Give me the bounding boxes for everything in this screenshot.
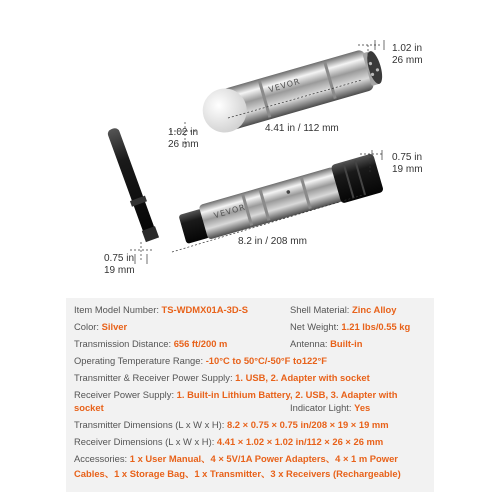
transmitter-antenna (105, 126, 160, 242)
transmitter-length-text: 8.2 in / 208 mm (238, 236, 307, 247)
spec-distance-value: 656 ft/200 m (173, 338, 228, 349)
transmitter-length-label (238, 236, 307, 248)
spec-panel (66, 298, 434, 492)
spec-rx-power-label: Receiver Power Supply: (74, 389, 175, 400)
receiver-height-in: 1.02 in (168, 127, 199, 138)
spec-txrx-power-value: 1. USB, 2. Adapter with socket (235, 372, 370, 383)
spec-color (74, 321, 127, 333)
receiver-length-label (265, 123, 339, 135)
spec-accessories (74, 453, 398, 465)
transmitter-body (198, 167, 342, 240)
spec-antenna (290, 338, 362, 350)
spec-rx-power (74, 389, 398, 401)
spec-rx-power-cont (74, 402, 104, 414)
spec-tx-dimensions (74, 419, 389, 431)
receiver-logo: VEVOR (267, 76, 302, 95)
spec-distance-label: Transmission Distance: (74, 338, 172, 349)
spec-tx-dimensions-label: Transmitter Dimensions (L x W x H): (74, 419, 225, 430)
spec-color-value: Silver (101, 321, 128, 332)
spec-accessories-label: Accessories: (74, 453, 128, 464)
transmitter-diameter-label (392, 152, 423, 176)
spec-rx-power-value-line2: socket (74, 402, 104, 413)
spec-rx-dimensions-value: 4.41 × 1.02 × 1.02 in/112 × 26 × 26 mm (216, 436, 384, 447)
spec-accessories-cont (74, 468, 401, 480)
receiver-height-mm: 26 mm (168, 139, 199, 150)
spec-shell-label: Shell Material: (290, 304, 350, 315)
receiver-height-label (168, 127, 199, 151)
receiver-length-text: 4.41 in / 112 mm (265, 123, 339, 134)
receiver-diameter-in: 1.02 in (392, 43, 423, 54)
spec-rx-dimensions (74, 436, 383, 448)
spec-temperature (74, 355, 327, 367)
spec-distance (74, 338, 227, 350)
spec-antenna-label: Antenna: (290, 338, 328, 349)
spec-color-label: Color: (74, 321, 100, 332)
spec-temperature-label: Operating Temperature Range: (74, 355, 204, 366)
receiver-diameter-label (392, 43, 423, 67)
spec-weight-value: 1.21 lbs/0.55 kg (341, 321, 411, 332)
spec-txrx-power-label: Transmitter & Receiver Power Supply: (74, 372, 233, 383)
spec-rx-power-value-line1: 1. Built-in Lithium Battery, 2. USB, 3. Adapter with (176, 389, 398, 400)
spec-shell-value: Zinc Alloy (352, 304, 397, 315)
transmitter-diameter-mm: 19 mm (392, 164, 423, 175)
spec-model-value: TS-WDMX01A-3D-S (161, 304, 249, 315)
spec-model (74, 304, 248, 316)
spec-indicator (290, 402, 370, 414)
spec-rx-dimensions-label: Receiver Dimensions (L x W x H): (74, 436, 215, 447)
spec-indicator-label: Indicator Light: (290, 402, 352, 413)
spec-tx-dimensions-value: 8.2 × 0.75 × 0.75 in/208 × 19 × 19 mm (226, 419, 389, 430)
spec-weight (290, 321, 410, 333)
spec-indicator-value: Yes (354, 402, 371, 413)
spec-antenna-value: Built-in (330, 338, 363, 349)
transmitter-height-label (104, 253, 135, 277)
spec-accessories-line2: Cables、1 x Storage Bag、1 x Transmitter、3 x Receivers (Rechargeable) (74, 468, 401, 479)
spec-temperature-value: -10°C to 50°C/-50°F to122°F (205, 355, 327, 366)
transmitter-height-in: 0.75 in (104, 253, 135, 264)
transmitter-device (105, 126, 384, 248)
transmitter-height-mm: 19 mm (104, 265, 135, 276)
spec-txrx-power (74, 372, 370, 384)
spec-model-label: Item Model Number: (74, 304, 159, 315)
spec-weight-label: Net Weight: (290, 321, 339, 332)
receiver-diameter-mm: 26 mm (392, 55, 423, 66)
transmitter-logo: VEVOR (212, 202, 247, 221)
spec-shell (290, 304, 396, 316)
transmitter-diameter-in: 0.75 in (392, 152, 423, 163)
spec-accessories-line1: 1 x User Manual、4 × 5V/1A Power Adapters、4 × 1 m Power (129, 453, 398, 464)
